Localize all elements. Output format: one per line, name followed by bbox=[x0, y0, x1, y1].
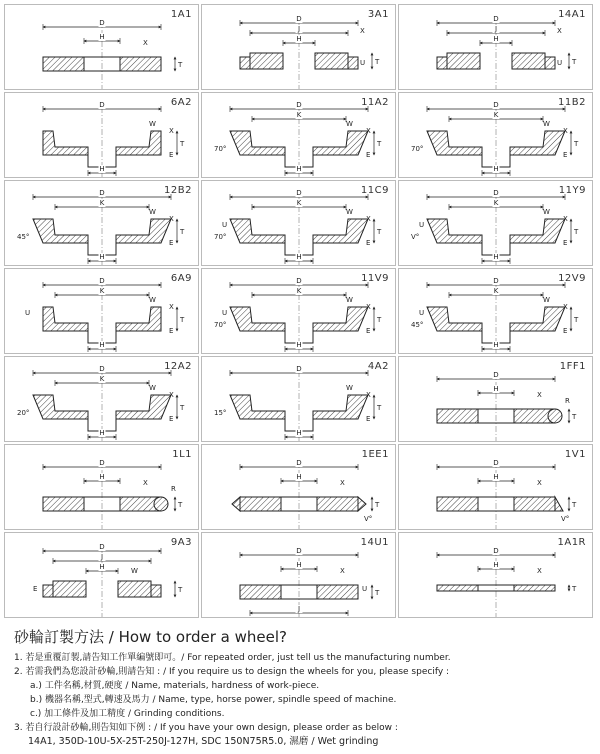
label-u: U bbox=[362, 585, 368, 593]
hatched-section bbox=[313, 131, 368, 155]
label-angle: V° bbox=[411, 233, 420, 241]
wheel-cell bbox=[398, 444, 593, 530]
instructions-title: 砂輪訂製方法 / How to order a wheel? bbox=[14, 628, 287, 646]
label-x: X bbox=[143, 39, 148, 47]
label-x: X bbox=[169, 391, 174, 399]
hatched-section bbox=[116, 307, 161, 331]
label-e: E bbox=[366, 239, 371, 247]
label-x: X bbox=[563, 215, 568, 223]
hatched-section bbox=[437, 57, 447, 69]
dim-t-label: T bbox=[178, 61, 183, 69]
label-x: X bbox=[340, 479, 345, 487]
label-w: W bbox=[149, 208, 156, 216]
hatched-section bbox=[555, 497, 563, 511]
instruction-line: 1. 若是重覆訂製,請告知工作單編號即可。/ For repeated order, just tell us the manufacturing number. bbox=[14, 653, 451, 663]
label-u: U bbox=[222, 309, 228, 317]
dim-t-label: T bbox=[574, 316, 579, 324]
wheel-code: 14U1 bbox=[360, 537, 389, 548]
dim-h-label: H bbox=[99, 429, 105, 437]
label-u: U bbox=[419, 221, 425, 229]
wheel-cell bbox=[201, 356, 396, 442]
wheel-code: 11V9 bbox=[361, 273, 389, 284]
dim-h-label: H bbox=[99, 33, 105, 41]
hatched-section bbox=[510, 219, 565, 243]
dim-k-label: K bbox=[99, 375, 105, 383]
label-angle: V° bbox=[561, 515, 570, 523]
hatched-section bbox=[315, 53, 348, 69]
wheel-cell bbox=[398, 532, 593, 618]
wheel-code: 4A2 bbox=[367, 361, 389, 372]
label-u: U bbox=[360, 59, 366, 67]
wheel-diagram-11A2 bbox=[202, 93, 396, 178]
hatched-section bbox=[510, 307, 565, 331]
label-x: X bbox=[169, 127, 174, 135]
hatched-section bbox=[43, 307, 88, 331]
label-angle: V° bbox=[364, 515, 373, 523]
wheel-code: 1L1 bbox=[172, 449, 192, 460]
label-e: E bbox=[169, 151, 174, 159]
hatched-section bbox=[240, 585, 281, 599]
dim-d-label: D bbox=[99, 277, 105, 285]
dim-k-label: K bbox=[99, 199, 105, 207]
label-u: U bbox=[222, 221, 228, 229]
hatched-section bbox=[250, 53, 283, 69]
dim-k-label: K bbox=[99, 287, 105, 295]
wheel-diagram-11V9 bbox=[202, 269, 396, 354]
label-u: U bbox=[557, 59, 563, 67]
hatched-section bbox=[232, 497, 240, 511]
dim-j-label: J bbox=[100, 553, 104, 561]
hatched-section bbox=[313, 395, 368, 419]
label-x: X bbox=[537, 391, 542, 399]
wheel-diagram-9A3 bbox=[5, 533, 199, 618]
hatched-section bbox=[437, 585, 478, 591]
wheel-cell bbox=[201, 268, 396, 354]
wheel-diagram-1V1 bbox=[399, 445, 593, 530]
dim-h-label: H bbox=[99, 165, 105, 173]
dim-d-label: D bbox=[493, 101, 499, 109]
label-u: U bbox=[25, 309, 31, 317]
label-w: W bbox=[346, 120, 353, 128]
dim-t-label: T bbox=[574, 228, 579, 236]
dim-h-label: H bbox=[296, 561, 302, 569]
wheel-diagram-1L1 bbox=[5, 445, 199, 530]
wheel-cell bbox=[201, 444, 396, 530]
dim-t-label: T bbox=[572, 585, 577, 593]
label-x: X bbox=[360, 27, 365, 35]
wheel-code: 1A1R bbox=[557, 537, 586, 548]
hatched-section bbox=[317, 497, 358, 511]
wheel-diagram-1A1 bbox=[5, 5, 199, 90]
dim-h-label: H bbox=[99, 253, 105, 261]
hatched-section bbox=[348, 57, 358, 69]
dim-d-label: D bbox=[99, 101, 105, 109]
dim-k-label: K bbox=[493, 199, 499, 207]
hatched-section bbox=[427, 131, 482, 155]
wheel-code: 6A2 bbox=[170, 97, 192, 108]
wheel-code: 12A2 bbox=[164, 361, 192, 372]
dim-d-label: D bbox=[99, 543, 105, 551]
hatched-section bbox=[230, 219, 285, 243]
label-x: X bbox=[340, 567, 345, 575]
dim-d-label: D bbox=[493, 459, 499, 467]
wheel-cell bbox=[398, 268, 593, 354]
dim-d-label: D bbox=[296, 189, 302, 197]
dim-j-label: J bbox=[297, 25, 301, 33]
instruction-line: 2. 若需我們為您設計砂輪,則請告知 : / If you require us to design the wheels for you, please specify : bbox=[14, 667, 450, 677]
hatched-section bbox=[437, 497, 478, 511]
hatched-section bbox=[230, 307, 285, 331]
dim-d-label: D bbox=[99, 365, 105, 373]
hatched-section bbox=[43, 57, 84, 71]
wheel-diagram-12V9 bbox=[399, 269, 593, 354]
wheel-cell bbox=[201, 532, 396, 618]
dim-t-label: T bbox=[178, 501, 183, 509]
dim-h-label: H bbox=[493, 341, 499, 349]
label-w: W bbox=[131, 567, 138, 575]
dim-h-label: H bbox=[296, 341, 302, 349]
dim-t-label: T bbox=[375, 58, 380, 66]
dim-h-label: H bbox=[99, 341, 105, 349]
label-e: E bbox=[366, 415, 371, 423]
label-x: X bbox=[366, 391, 371, 399]
label-r: R bbox=[171, 485, 176, 493]
dim-t-label: T bbox=[375, 501, 380, 509]
dim-t-label: T bbox=[375, 589, 380, 597]
hatched-section bbox=[33, 219, 88, 243]
hatched-section bbox=[447, 53, 480, 69]
hatched-section bbox=[118, 581, 151, 597]
instruction-line: 3. 若自行設計砂輪,則告知如下例 : / If you have your own design, please order as below : bbox=[14, 723, 398, 733]
label-u: U bbox=[419, 309, 425, 317]
dim-t-label: T bbox=[572, 501, 577, 509]
dim-d-label: D bbox=[99, 189, 105, 197]
label-x: X bbox=[557, 27, 562, 35]
wheel-cell bbox=[201, 180, 396, 266]
label-x: X bbox=[563, 127, 568, 135]
wheel-diagram-1EE1 bbox=[202, 445, 396, 530]
wheel-diagram-11B2 bbox=[399, 93, 593, 178]
dim-h-label: H bbox=[296, 165, 302, 173]
instruction-subline: c.) 加工條件及加工精度 / Grinding conditions. bbox=[30, 709, 225, 719]
label-w: W bbox=[149, 296, 156, 304]
dim-k-label: K bbox=[296, 199, 302, 207]
wheel-cell bbox=[398, 356, 593, 442]
dim-h-label: H bbox=[493, 165, 499, 173]
dim-h-label: H bbox=[296, 429, 302, 437]
dim-h-label: H bbox=[296, 253, 302, 261]
wheel-diagram-1FF1 bbox=[399, 357, 593, 442]
hatched-section bbox=[116, 219, 171, 243]
label-x: X bbox=[169, 303, 174, 311]
hatched-section bbox=[512, 53, 545, 69]
label-angle: 15° bbox=[214, 409, 227, 417]
dim-t-label: T bbox=[180, 140, 185, 148]
hatched-section bbox=[427, 219, 482, 243]
label-angle: 70° bbox=[214, 233, 227, 241]
dim-d-label: D bbox=[296, 15, 302, 23]
label-x: X bbox=[366, 303, 371, 311]
dim-d-label: D bbox=[493, 547, 499, 555]
hatched-section bbox=[33, 395, 88, 419]
label-e: E bbox=[169, 327, 174, 335]
wheel-diagram-1A1R bbox=[399, 533, 593, 618]
label-w: W bbox=[149, 384, 156, 392]
dim-h-label: H bbox=[493, 473, 499, 481]
wheel-code: 1V1 bbox=[564, 449, 586, 460]
wheel-code: 11C9 bbox=[360, 185, 389, 196]
dim-d-label: D bbox=[296, 277, 302, 285]
order-instructions bbox=[14, 626, 594, 749]
hatched-section bbox=[43, 585, 53, 597]
wheel-code: 1EE1 bbox=[361, 449, 389, 460]
label-w: W bbox=[346, 296, 353, 304]
hatched-section bbox=[43, 131, 88, 155]
wheel-diagram-12B2 bbox=[5, 181, 199, 266]
wheel-cell bbox=[4, 356, 199, 442]
dim-d-label: D bbox=[296, 459, 302, 467]
hatched-section bbox=[510, 131, 565, 155]
label-w: W bbox=[543, 296, 550, 304]
hatched-section bbox=[230, 395, 285, 419]
radius-edge bbox=[548, 409, 562, 423]
dim-t-label: T bbox=[574, 140, 579, 148]
hatched-section bbox=[116, 395, 171, 419]
hatched-section bbox=[53, 581, 86, 597]
hatched-section bbox=[116, 131, 161, 155]
wheel-cell bbox=[4, 180, 199, 266]
hatched-section bbox=[514, 585, 555, 591]
wheel-diagram-11C9 bbox=[202, 181, 396, 266]
dim-d-label: D bbox=[296, 547, 302, 555]
label-x: X bbox=[563, 303, 568, 311]
dim-h-label: H bbox=[99, 473, 105, 481]
instruction-subline: a.) 工件名稱,材質,硬度 / Name, materials, hardness of work-piece. bbox=[30, 681, 320, 691]
hatched-section bbox=[151, 585, 161, 597]
label-angle: 70° bbox=[214, 321, 227, 329]
dim-t-label: T bbox=[180, 404, 185, 412]
wheel-diagram-11Y9 bbox=[399, 181, 593, 266]
dim-j-label: J bbox=[494, 25, 498, 33]
wheel-cell bbox=[201, 4, 396, 90]
dim-d-label: D bbox=[493, 371, 499, 379]
wheel-code: 1FF1 bbox=[559, 361, 586, 372]
wheel-cell bbox=[4, 4, 199, 90]
dim-d-label: D bbox=[493, 189, 499, 197]
wheel-code: 14A1 bbox=[558, 9, 586, 20]
label-angle: 45° bbox=[411, 321, 424, 329]
label-e: E bbox=[169, 239, 174, 247]
wheel-shapes-grid bbox=[4, 4, 596, 618]
hatched-section bbox=[313, 219, 368, 243]
order-example: 14A1, 350D-10U-5X-25T-250J-127H, SDC 150N75R5.0, 濕磨 / Wet grinding bbox=[28, 736, 379, 747]
wheel-diagram-12A2 bbox=[5, 357, 199, 442]
hatched-section bbox=[240, 497, 281, 511]
hatched-section bbox=[230, 131, 285, 155]
wheel-cell bbox=[398, 180, 593, 266]
hatched-section bbox=[120, 57, 161, 71]
dim-d-label: D bbox=[296, 365, 302, 373]
dim-t-label: T bbox=[180, 228, 185, 236]
hatched-section bbox=[358, 497, 366, 511]
label-angle: 70° bbox=[411, 145, 424, 153]
dim-k-label: K bbox=[493, 287, 499, 295]
label-e: E bbox=[563, 327, 568, 335]
hatched-section bbox=[317, 585, 358, 599]
dim-j-label: J bbox=[297, 605, 301, 613]
wheel-code: 3A1 bbox=[367, 9, 389, 20]
dim-d-label: D bbox=[296, 101, 302, 109]
hatched-section bbox=[313, 307, 368, 331]
label-e: E bbox=[169, 415, 174, 423]
wheel-cell bbox=[4, 268, 199, 354]
dim-t-label: T bbox=[377, 404, 382, 412]
dim-t-label: T bbox=[572, 58, 577, 66]
label-angle: 45° bbox=[17, 233, 30, 241]
label-x: X bbox=[537, 479, 542, 487]
dim-h-label: H bbox=[493, 35, 499, 43]
wheel-cell bbox=[398, 92, 593, 178]
dim-d-label: D bbox=[99, 459, 105, 467]
dim-d-label: D bbox=[493, 15, 499, 23]
dim-d-label: D bbox=[493, 277, 499, 285]
dim-t-label: T bbox=[572, 413, 577, 421]
dim-k-label: K bbox=[493, 111, 499, 119]
label-x: X bbox=[169, 215, 174, 223]
label-x: X bbox=[366, 215, 371, 223]
dim-h-label: H bbox=[296, 473, 302, 481]
wheel-diagram-4A2 bbox=[202, 357, 396, 442]
dim-k-label: K bbox=[296, 111, 302, 119]
wheel-cell bbox=[4, 532, 199, 618]
dim-k-label: K bbox=[296, 287, 302, 295]
wheel-diagram-14A1 bbox=[399, 5, 593, 90]
hatched-section bbox=[514, 497, 555, 511]
dim-t-label: T bbox=[180, 316, 185, 324]
wheel-code: 1A1 bbox=[170, 9, 192, 20]
wheel-diagram-6A2 bbox=[5, 93, 199, 178]
wheel-diagram-14U1 bbox=[202, 533, 396, 618]
wheel-code: 11A2 bbox=[361, 97, 389, 108]
hatched-section bbox=[43, 497, 84, 511]
label-x: X bbox=[143, 479, 148, 487]
label-angle: 20° bbox=[17, 409, 30, 417]
dim-h-label: H bbox=[493, 561, 499, 569]
label-w: W bbox=[346, 384, 353, 392]
label-w: W bbox=[543, 120, 550, 128]
dim-h-label: H bbox=[493, 385, 499, 393]
label-w: W bbox=[149, 120, 156, 128]
dim-t-label: T bbox=[377, 228, 382, 236]
wheel-cell bbox=[398, 4, 593, 90]
wheel-code: 11B2 bbox=[558, 97, 586, 108]
wheel-code: 12B2 bbox=[164, 185, 192, 196]
label-angle: 70° bbox=[214, 145, 227, 153]
label-w: W bbox=[346, 208, 353, 216]
wheel-cell bbox=[4, 444, 199, 530]
radius-edge bbox=[154, 497, 168, 511]
label-e: E bbox=[33, 585, 38, 593]
dim-d-label: D bbox=[99, 19, 105, 27]
wheel-diagram-3A1 bbox=[202, 5, 396, 90]
dim-t-label: T bbox=[178, 586, 183, 594]
label-x: X bbox=[537, 567, 542, 575]
wheel-code: 6A9 bbox=[170, 273, 192, 284]
wheel-code: 11Y9 bbox=[558, 185, 586, 196]
hatched-section bbox=[545, 57, 555, 69]
dim-h-label: H bbox=[493, 253, 499, 261]
wheel-diagram-6A9 bbox=[5, 269, 199, 354]
wheel-code: 9A3 bbox=[170, 537, 192, 548]
label-e: E bbox=[563, 239, 568, 247]
hatched-section bbox=[427, 307, 482, 331]
label-e: E bbox=[366, 151, 371, 159]
dim-h-label: H bbox=[296, 35, 302, 43]
wheel-cell bbox=[4, 92, 199, 178]
dim-t-label: T bbox=[377, 316, 382, 324]
label-w: W bbox=[543, 208, 550, 216]
instruction-subline: b.) 機器名稱,型式,轉速及馬力 / Name, type, horse power, spindle speed of machine. bbox=[30, 695, 397, 705]
label-r: R bbox=[565, 397, 570, 405]
wheel-cell bbox=[201, 92, 396, 178]
label-e: E bbox=[366, 327, 371, 335]
dim-t-label: T bbox=[377, 140, 382, 148]
label-x: X bbox=[366, 127, 371, 135]
hatched-section bbox=[437, 409, 478, 423]
hatched-section bbox=[240, 57, 250, 69]
dim-h-label: H bbox=[99, 563, 105, 571]
wheel-code: 12V9 bbox=[558, 273, 586, 284]
label-e: E bbox=[563, 151, 568, 159]
